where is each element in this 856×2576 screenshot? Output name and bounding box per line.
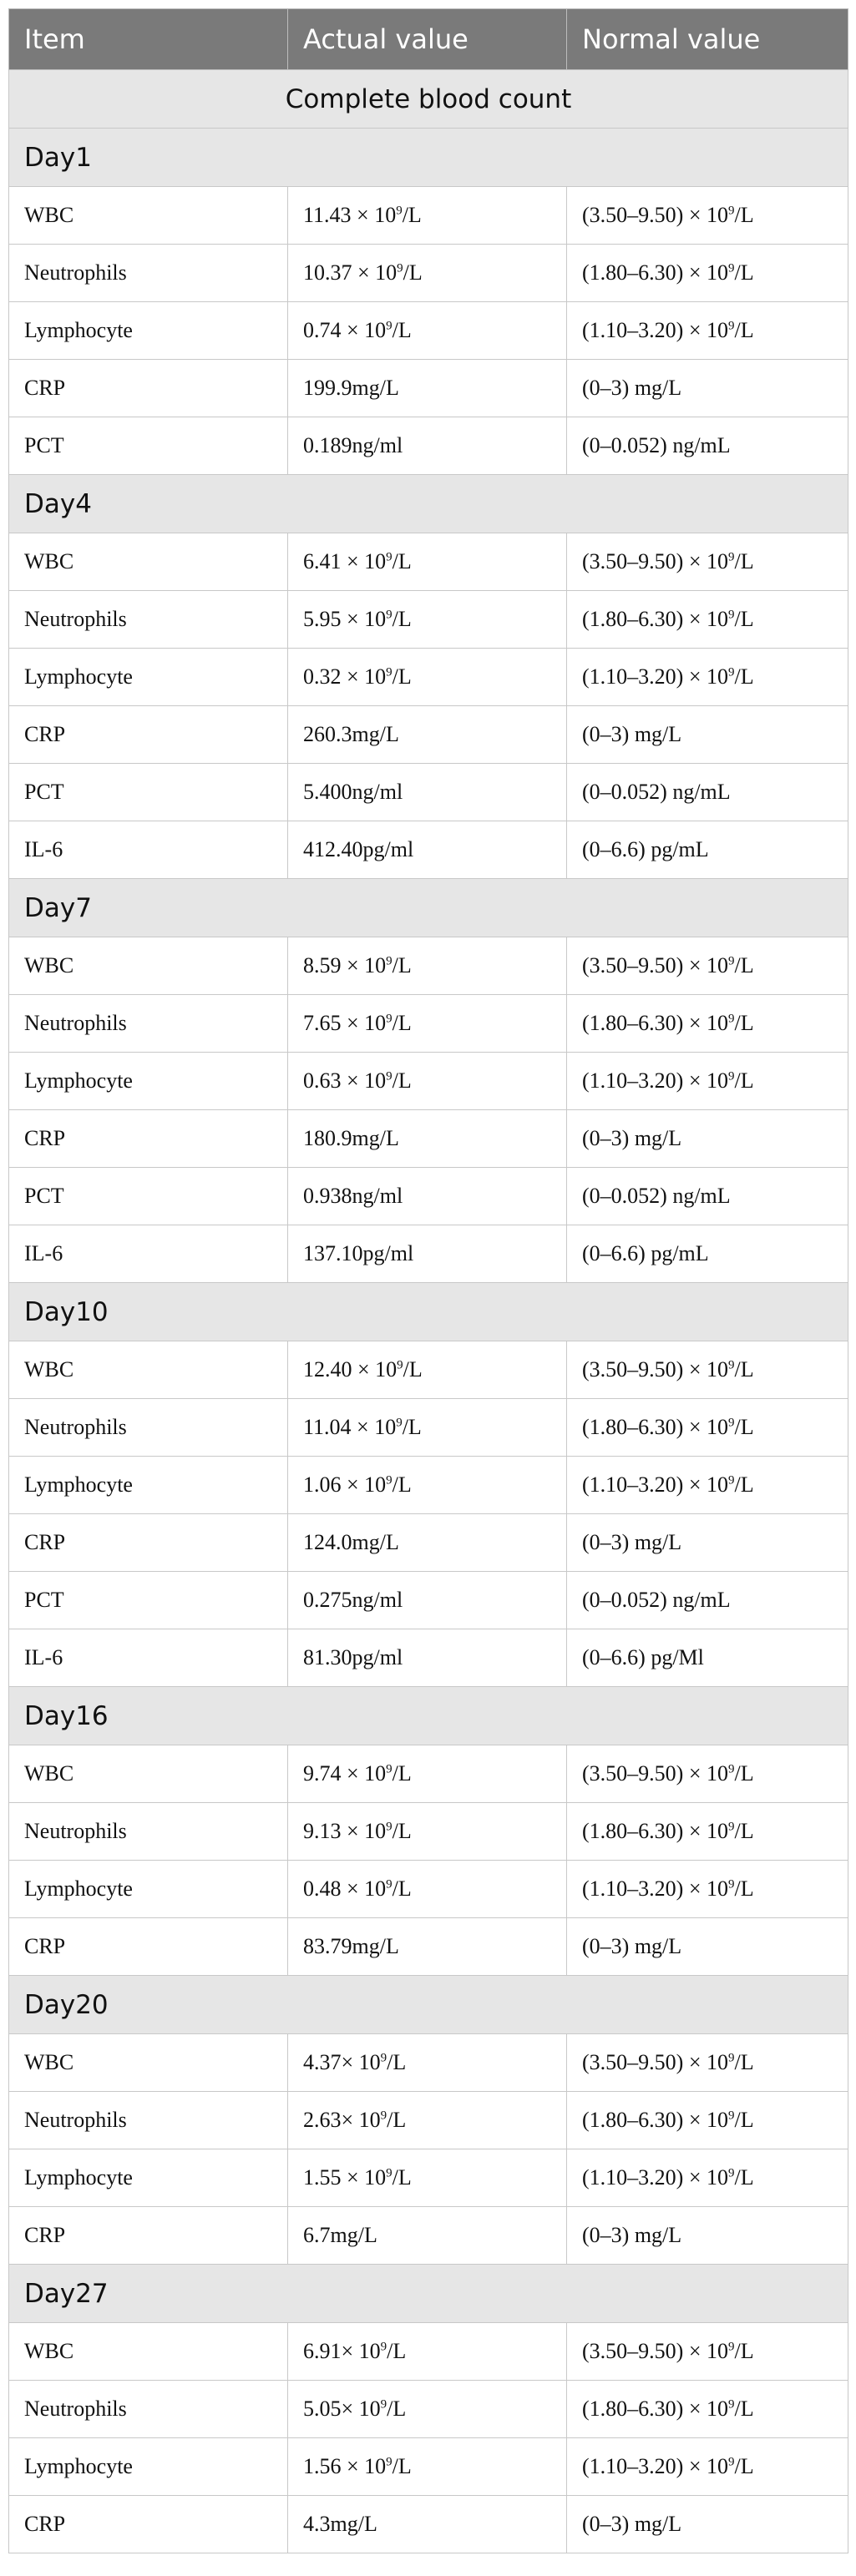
table-row xyxy=(9,591,848,649)
cell-actual-value: $12.40 \times 10^9/L$ xyxy=(288,1341,567,1399)
cell-actual-value: $1.06 \times 10^9/L$ xyxy=(288,1457,567,1514)
section-label: Day4 xyxy=(9,475,848,533)
cell-item: Lymphocyte xyxy=(9,649,288,706)
cell-item: WBC xyxy=(9,2323,288,2381)
section-label: Day16 xyxy=(9,1687,848,1745)
cell-item: WBC xyxy=(9,937,288,995)
cell-actual-value: $9.13 \times 10^9/L$ xyxy=(288,1803,567,1861)
cell-item: Neutrophils xyxy=(9,995,288,1053)
cell-normal-value: (0–3) mg/L xyxy=(567,706,848,764)
table-title: Complete blood count xyxy=(9,70,848,129)
cell-normal-value: $(1.80-6.30) \times 10^9/L$ xyxy=(567,1399,848,1457)
cell-actual-value: 6.7mg/L xyxy=(288,2207,567,2265)
section-row-day20 xyxy=(9,1976,848,2034)
table-row xyxy=(9,1572,848,1629)
cell-actual-value: 180.9mg/L xyxy=(288,1110,567,1168)
cell-item: Neutrophils xyxy=(9,591,288,649)
cell-item: CRP xyxy=(9,2207,288,2265)
cell-normal-value: $(1.10-3.20) \times 10^9/L$ xyxy=(567,2149,848,2207)
cell-normal-value: (0–0.052) ng/mL xyxy=(567,764,848,821)
cell-actual-value: 0.275ng/ml xyxy=(288,1572,567,1629)
cell-actual-value: 260.3mg/L xyxy=(288,706,567,764)
blood-count-table xyxy=(8,8,848,2553)
cell-actual-value: $0.32 \times 10^9/L$ xyxy=(288,649,567,706)
cell-normal-value: $(1.10-3.20) \times 10^9/L$ xyxy=(567,649,848,706)
cell-item: WBC xyxy=(9,1745,288,1803)
cell-normal-value: $(3.50-9.50) \times 10^9/L$ xyxy=(567,1341,848,1399)
table-row xyxy=(9,706,848,764)
table-row xyxy=(9,360,848,417)
table-row xyxy=(9,1053,848,1110)
table-row xyxy=(9,1861,848,1918)
table-row xyxy=(9,649,848,706)
cell-normal-value: (0–3) mg/L xyxy=(567,360,848,417)
cell-normal-value: $(3.50-9.50) \times 10^9/L$ xyxy=(567,187,848,245)
section-row-day1 xyxy=(9,129,848,187)
cell-item: Neutrophils xyxy=(9,1803,288,1861)
cell-item: Lymphocyte xyxy=(9,2438,288,2496)
table-row xyxy=(9,1168,848,1225)
table-row xyxy=(9,1745,848,1803)
cell-normal-value: (0–3) mg/L xyxy=(567,1514,848,1572)
cell-normal-value: (0–0.052) ng/mL xyxy=(567,417,848,475)
cell-item: IL-6 xyxy=(9,821,288,879)
cell-actual-value: 124.0mg/L xyxy=(288,1514,567,1572)
cell-normal-value: $(1.80-6.30) \times 10^9/L$ xyxy=(567,995,848,1053)
cell-normal-value: $(3.50-9.50) \times 10^9/L$ xyxy=(567,2034,848,2092)
cell-normal-value: (0–3) mg/L xyxy=(567,1918,848,1976)
cell-item: WBC xyxy=(9,2034,288,2092)
cell-item: CRP xyxy=(9,1110,288,1168)
cell-item: Lymphocyte xyxy=(9,1457,288,1514)
blood-count-table-container xyxy=(8,8,848,2553)
cell-normal-value: $(3.50-9.50) \times 10^9/L$ xyxy=(567,1745,848,1803)
table-row xyxy=(9,1629,848,1687)
table-row xyxy=(9,764,848,821)
cell-actual-value: $6.91\times 10^9/L$ xyxy=(288,2323,567,2381)
cell-actual-value: 83.79mg/L xyxy=(288,1918,567,1976)
section-row-day4 xyxy=(9,475,848,533)
section-label: Day27 xyxy=(9,2265,848,2323)
cell-actual-value: $0.74 \times 10^9/L$ xyxy=(288,302,567,360)
table-row xyxy=(9,2496,848,2553)
cell-normal-value: (0–6.6) pg/mL xyxy=(567,1225,848,1283)
cell-item: PCT xyxy=(9,1168,288,1225)
cell-actual-value: 4.3mg/L xyxy=(288,2496,567,2553)
table-row xyxy=(9,937,848,995)
table-row xyxy=(9,187,848,245)
section-label: Day10 xyxy=(9,1283,848,1341)
header-normal-value: Normal value xyxy=(567,9,848,70)
table-title-row xyxy=(9,70,848,129)
table-row xyxy=(9,2092,848,2149)
cell-normal-value: (0–3) mg/L xyxy=(567,2496,848,2553)
table-row xyxy=(9,302,848,360)
cell-actual-value: $1.56 \times 10^9/L$ xyxy=(288,2438,567,2496)
cell-actual-value: $5.05\times 10^9/L$ xyxy=(288,2381,567,2438)
header-actual-value: Actual value xyxy=(288,9,567,70)
table-header xyxy=(9,9,848,70)
cell-item: WBC xyxy=(9,187,288,245)
table-row xyxy=(9,1110,848,1168)
cell-item: Neutrophils xyxy=(9,245,288,302)
cell-normal-value: (0–0.052) ng/mL xyxy=(567,1168,848,1225)
cell-item: CRP xyxy=(9,1918,288,1976)
cell-normal-value: $(3.50-9.50) \times 10^9/L$ xyxy=(567,2323,848,2381)
cell-normal-value: $(1.10-3.20) \times 10^9/L$ xyxy=(567,302,848,360)
table-row xyxy=(9,533,848,591)
cell-normal-value: $(3.50-9.50) \times 10^9/L$ xyxy=(567,937,848,995)
section-label: Day20 xyxy=(9,1976,848,2034)
cell-normal-value: $(1.80-6.30) \times 10^9/L$ xyxy=(567,2092,848,2149)
table-row xyxy=(9,2438,848,2496)
table-row xyxy=(9,995,848,1053)
table-body xyxy=(9,70,848,2553)
table-row xyxy=(9,821,848,879)
section-label: Day7 xyxy=(9,879,848,937)
cell-item: CRP xyxy=(9,360,288,417)
cell-normal-value: $(1.10-3.20) \times 10^9/L$ xyxy=(567,1861,848,1918)
table-row xyxy=(9,2034,848,2092)
cell-actual-value: 199.9mg/L xyxy=(288,360,567,417)
cell-item: Neutrophils xyxy=(9,2092,288,2149)
table-row xyxy=(9,1399,848,1457)
cell-item: Lymphocyte xyxy=(9,302,288,360)
cell-normal-value: (0–6.6) pg/Ml xyxy=(567,1629,848,1687)
cell-item: PCT xyxy=(9,764,288,821)
cell-normal-value: (0–6.6) pg/mL xyxy=(567,821,848,879)
section-row-day16 xyxy=(9,1687,848,1745)
cell-item: Neutrophils xyxy=(9,2381,288,2438)
cell-item: PCT xyxy=(9,417,288,475)
table-row xyxy=(9,245,848,302)
table-row xyxy=(9,2323,848,2381)
table-row xyxy=(9,1341,848,1399)
table-row xyxy=(9,1918,848,1976)
cell-normal-value: $(1.80-6.30) \times 10^9/L$ xyxy=(567,591,848,649)
table-row xyxy=(9,2207,848,2265)
cell-normal-value: $(1.10-3.20) \times 10^9/L$ xyxy=(567,1053,848,1110)
cell-normal-value: $(1.80-6.30) \times 10^9/L$ xyxy=(567,245,848,302)
cell-actual-value: $8.59 \times 10^9/L$ xyxy=(288,937,567,995)
cell-actual-value: $11.43 \times 10^9/L$ xyxy=(288,187,567,245)
cell-actual-value: $11.04 \times 10^9/L$ xyxy=(288,1399,567,1457)
cell-actual-value: $4.37\times 10^9/L$ xyxy=(288,2034,567,2092)
cell-actual-value: $2.63\times 10^9/L$ xyxy=(288,2092,567,2149)
cell-normal-value: $(1.80-6.30) \times 10^9/L$ xyxy=(567,1803,848,1861)
cell-actual-value: $0.63 \times 10^9/L$ xyxy=(288,1053,567,1110)
table-row xyxy=(9,1457,848,1514)
cell-normal-value: $(1.10-3.20) \times 10^9/L$ xyxy=(567,2438,848,2496)
header-row xyxy=(9,9,848,70)
cell-normal-value: (0–0.052) ng/mL xyxy=(567,1572,848,1629)
cell-item: Lymphocyte xyxy=(9,2149,288,2207)
cell-item: WBC xyxy=(9,533,288,591)
cell-actual-value: 137.10pg/ml xyxy=(288,1225,567,1283)
table-row xyxy=(9,1514,848,1572)
cell-normal-value: (0–3) mg/L xyxy=(567,2207,848,2265)
section-row-day7 xyxy=(9,879,848,937)
cell-actual-value: $10.37 \times 10^9/L$ xyxy=(288,245,567,302)
cell-normal-value: (0–3) mg/L xyxy=(567,1110,848,1168)
section-row-day10 xyxy=(9,1283,848,1341)
cell-actual-value: 412.40pg/ml xyxy=(288,821,567,879)
cell-normal-value: $(3.50-9.50) \times 10^9/L$ xyxy=(567,533,848,591)
cell-actual-value: $6.41 \times 10^9/L$ xyxy=(288,533,567,591)
cell-actual-value: 0.938ng/ml xyxy=(288,1168,567,1225)
table-row xyxy=(9,417,848,475)
cell-normal-value: $(1.80-6.30) \times 10^9/L$ xyxy=(567,2381,848,2438)
cell-item: CRP xyxy=(9,1514,288,1572)
table-row xyxy=(9,1225,848,1283)
header-item: Item xyxy=(9,9,288,70)
cell-normal-value: $(1.10-3.20) \times 10^9/L$ xyxy=(567,1457,848,1514)
table-row xyxy=(9,1803,848,1861)
cell-actual-value: $9.74 \times 10^9/L$ xyxy=(288,1745,567,1803)
section-row-day27 xyxy=(9,2265,848,2323)
cell-item: Lymphocyte xyxy=(9,1053,288,1110)
table-row xyxy=(9,2381,848,2438)
cell-actual-value: 0.189ng/ml xyxy=(288,417,567,475)
cell-actual-value: $0.48 \times 10^9/L$ xyxy=(288,1861,567,1918)
cell-actual-value: $1.55 \times 10^9/L$ xyxy=(288,2149,567,2207)
cell-item: Lymphocyte xyxy=(9,1861,288,1918)
section-label: Day1 xyxy=(9,129,848,187)
cell-item: Neutrophils xyxy=(9,1399,288,1457)
cell-item: PCT xyxy=(9,1572,288,1629)
table-row xyxy=(9,2149,848,2207)
cell-actual-value: $7.65 \times 10^9/L$ xyxy=(288,995,567,1053)
cell-item: CRP xyxy=(9,2496,288,2553)
cell-item: CRP xyxy=(9,706,288,764)
cell-item: IL-6 xyxy=(9,1225,288,1283)
cell-actual-value: $5.95 \times 10^9/L$ xyxy=(288,591,567,649)
cell-actual-value: 81.30pg/ml xyxy=(288,1629,567,1687)
cell-actual-value: 5.400ng/ml xyxy=(288,764,567,821)
cell-item: IL-6 xyxy=(9,1629,288,1687)
cell-item: WBC xyxy=(9,1341,288,1399)
